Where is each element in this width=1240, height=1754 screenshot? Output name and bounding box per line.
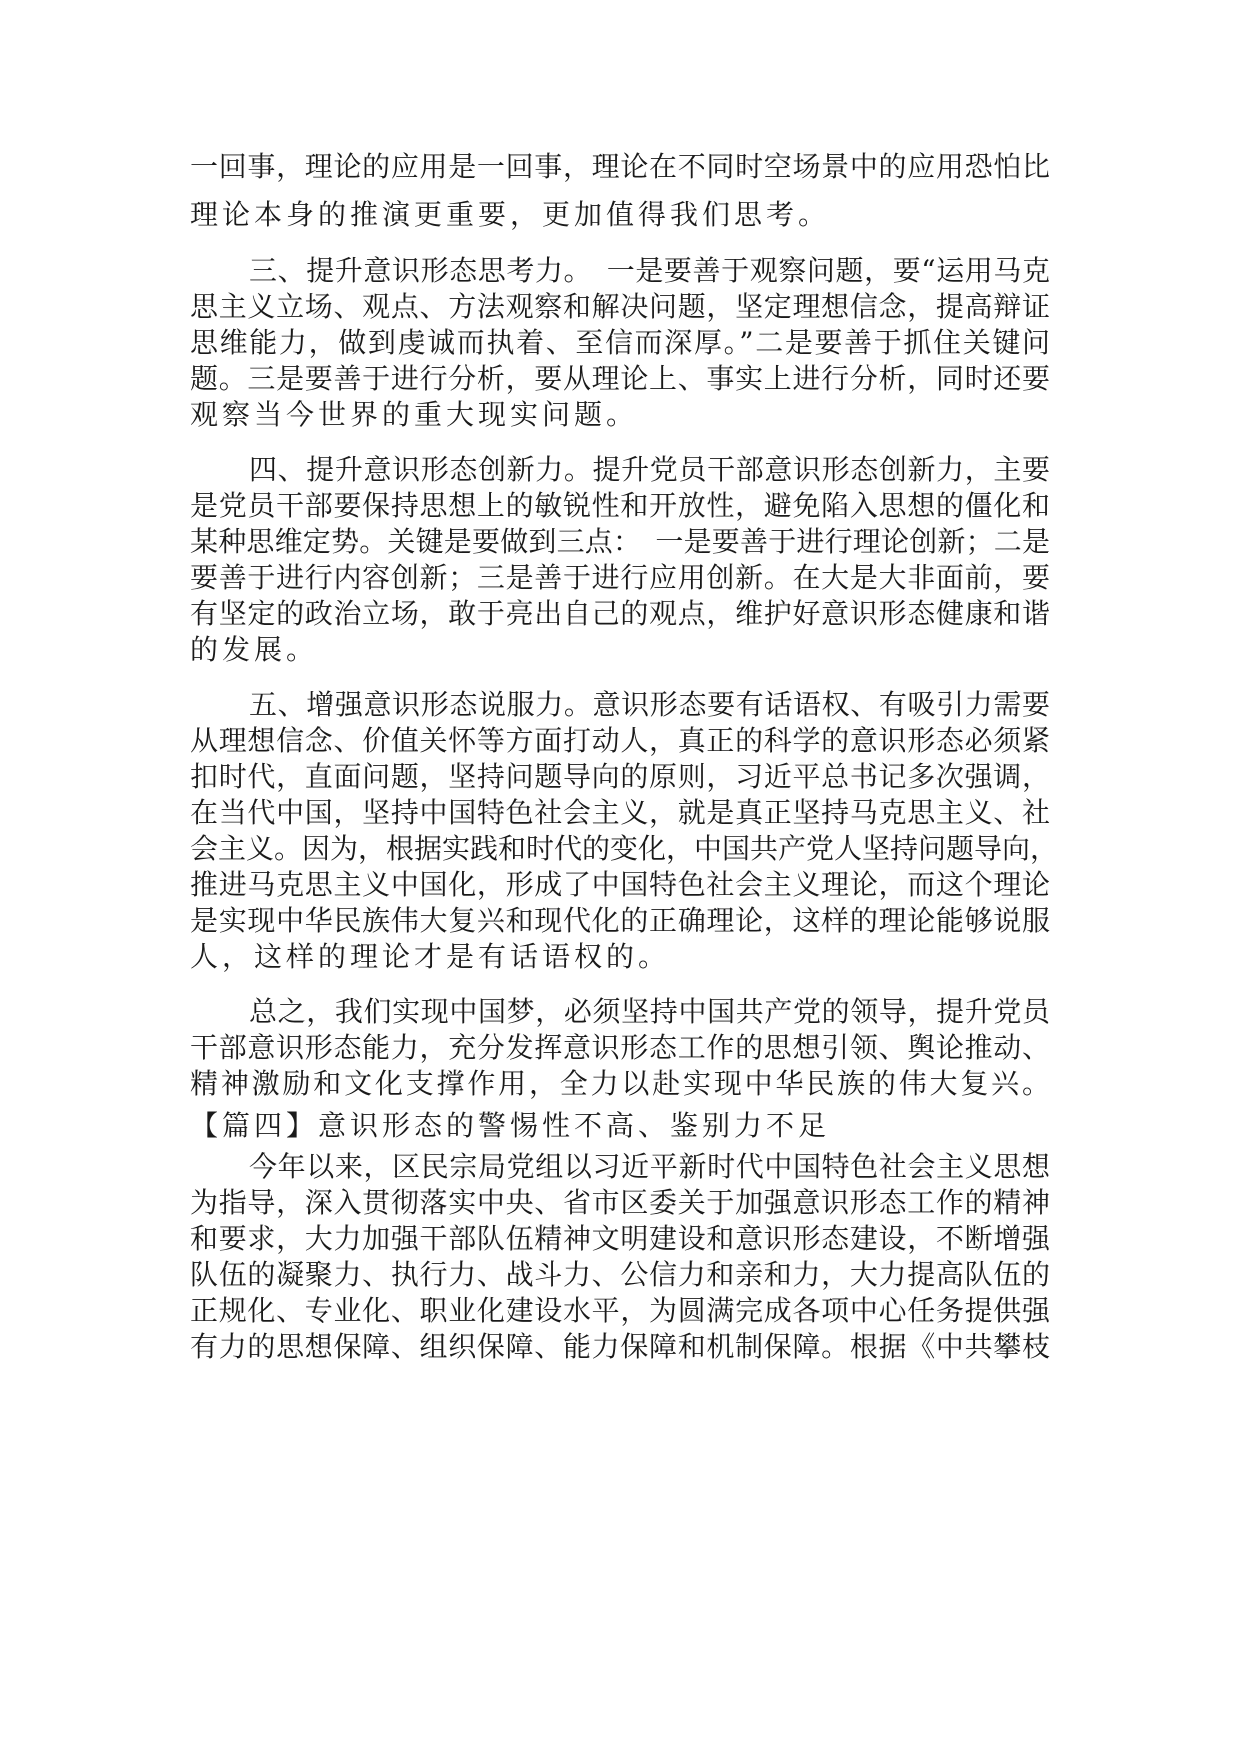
text-line: 有力的思想保障、组织保障、能力保障和机制保障。根据《中共攀枝 (190, 1330, 1050, 1363)
text-line: 精神激励和文化支撑作用，全力以赴实现中华民族的伟大复兴。 (190, 1067, 1050, 1100)
text-line: 思主义立场、观点、方法观察和解决问题，坚定理想信念，提高辩证 (190, 290, 1050, 323)
text-line: 推进马克思主义中国化，形成了中国特色社会主义理论，而这个理论 (190, 868, 1050, 901)
text-line: 一回事，理论的应用是一回事，理论在不同时空场景中的应用恐怕比 (190, 150, 1050, 183)
text-line: 会主义。因为，根据实践和时代的变化，中国共产党人坚持问题导向， (190, 832, 1059, 865)
text-line: 要善于进行内容创新；三是善于进行应用创新。在大是大非面前，要 (190, 561, 1050, 594)
text-line: 队伍的凝聚力、执行力、战斗力、公信力和亲和力，大力提高队伍的 (190, 1258, 1050, 1291)
text-line: 三、提升意识形态思考力。 一是要善于观察问题，要“运用马克 (249, 254, 1050, 287)
text-line: 人，这样的理论才是有话语权的。 (190, 940, 671, 973)
text-line: 干部意识形态能力，充分发挥意识形态工作的思想引领、舆论推动、 (190, 1031, 1050, 1064)
text-line: 是党员干部要保持思想上的敏锐性和开放性，避免陷入思想的僵化和 (190, 489, 1050, 522)
text-line: 思维能力，做到虔诚而执着、至信而深厚。”二是要善于抓住关键问 (190, 326, 1050, 359)
text-line: 从理想信念、价值关怀等方面打动人，真正的科学的意识形态必须紧 (190, 724, 1050, 757)
text-line: 总之，我们实现中国梦，必须坚持中国共产党的领导，提升党员 (249, 995, 1050, 1028)
text-line: 在当代中国，坚持中国特色社会主义，就是真正坚持马克思主义、社 (190, 796, 1050, 829)
text-line: 题。三是要善于进行分析，要从理论上、事实上进行分析，同时还要 (190, 362, 1050, 395)
text-line: 理论本身的推演更重要，更加值得我们思考。 (190, 198, 831, 231)
text-line: 某种思维定势。关键是要做到三点： 一是要善于进行理论创新；二是 (190, 525, 1050, 558)
text-line: 是实现中华民族伟大复兴和现代化的正确理论，这样的理论能够说服 (190, 904, 1050, 937)
text-line: 为指导，深入贯彻落实中央、省市区委关于加强意识形态工作的精神 (190, 1186, 1050, 1219)
text-line: 正规化、专业化、职业化建设水平，为圆满完成各项中心任务提供强 (190, 1294, 1050, 1327)
text-line: 和要求，大力加强干部队伍精神文明建设和意识形态建设，不断增强 (190, 1222, 1050, 1255)
text-line: 五、增强意识形态说服力。意识形态要有话语权、有吸引力需要 (249, 688, 1050, 721)
text-line: 的发展。 (190, 633, 319, 666)
section-heading: 【篇四】意识形态的警惕性不高、鉴别力不足 (190, 1109, 831, 1142)
text-line: 观察当今世界的重大现实问题。 (190, 398, 639, 431)
text-line: 有坚定的政治立场，敢于亮出自己的观点，维护好意识形态健康和谐 (190, 597, 1050, 630)
text-line: 扣时代，直面问题，坚持问题导向的原则，习近平总书记多次强调， (190, 760, 1050, 793)
text-line: 四、提升意识形态创新力。提升党员干部意识形态创新力，主要 (249, 453, 1050, 486)
text-line: 今年以来，区民宗局党组以习近平新时代中国特色社会主义思想 (249, 1150, 1050, 1183)
